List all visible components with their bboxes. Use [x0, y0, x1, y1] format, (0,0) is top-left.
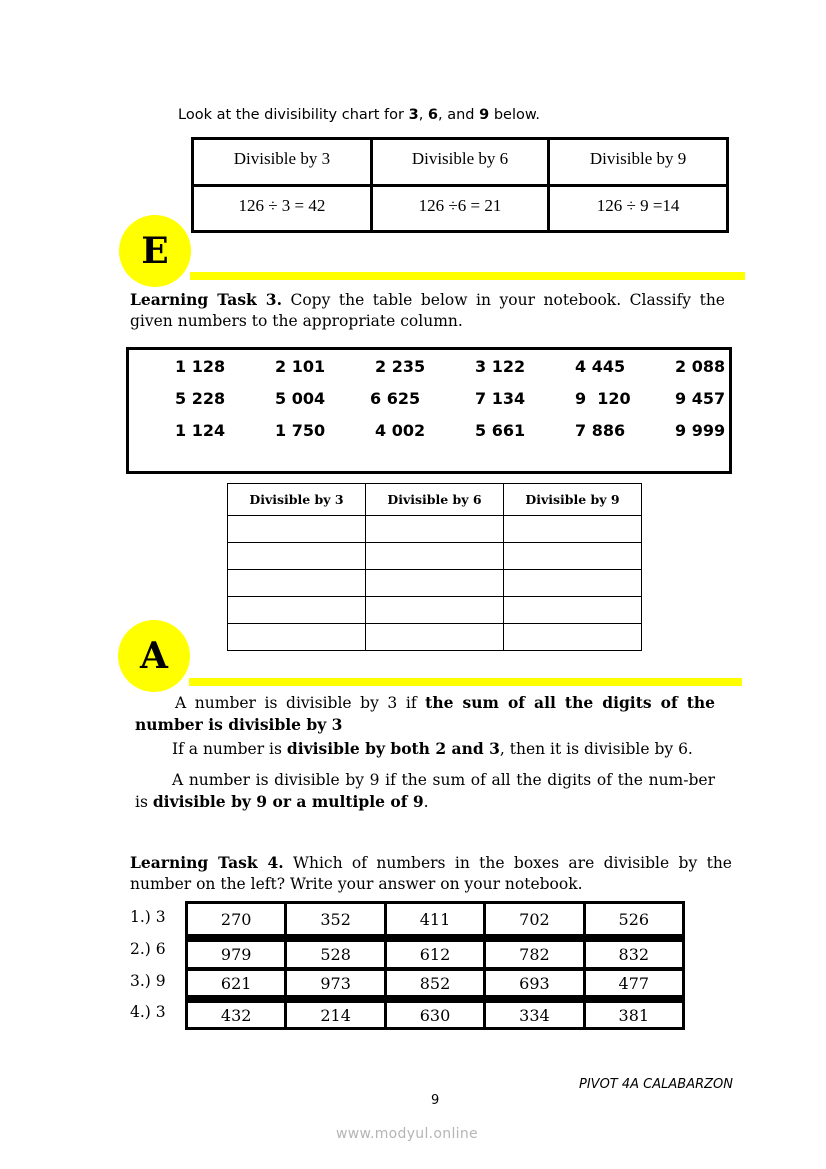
task4-cell: 630 — [387, 1003, 483, 1027]
classification-row — [228, 543, 642, 570]
intro-prefix: Look at the divisibility chart for — [178, 107, 409, 123]
intro-number-9: 9 — [479, 107, 490, 123]
intro-sep: , — [418, 107, 428, 123]
empty-cell — [504, 570, 642, 597]
number-item: 4 445 — [575, 357, 626, 376]
classification-table — [227, 483, 642, 651]
rule2-bold: divisible by both 2 and 3 — [286, 739, 500, 758]
number-item: 2 235 — [375, 357, 426, 376]
task4-text: Which of numbers in the boxes are divisible by the — [283, 854, 732, 872]
empty-cell — [228, 597, 366, 624]
task4-row-label: 2.) 6 — [130, 940, 166, 958]
rule-divisible-by-9 — [135, 769, 715, 813]
task4-cell: 214 — [287, 1003, 383, 1027]
classification-row — [228, 624, 642, 651]
divisibility-rules — [135, 692, 715, 813]
number-item: 2 101 — [275, 357, 326, 376]
task4-row-label: 1.) 3 — [130, 908, 166, 926]
task4-cell: 973 — [287, 971, 383, 995]
watermark-link[interactable]: www.modyul.online — [336, 1126, 478, 1142]
number-item: 3 122 — [475, 357, 526, 376]
numbers-row — [129, 357, 729, 377]
empty-cell — [504, 597, 642, 624]
number-item: 7 886 — [575, 421, 626, 440]
classification-header: Divisible by 6 — [366, 484, 504, 516]
number-item: 6 625 — [370, 389, 421, 408]
divisibility-chart — [191, 137, 729, 233]
rule3-bold: divisible by 9 or a multiple of 9 — [152, 792, 424, 811]
task4-cell: 782 — [486, 942, 582, 967]
task4-cell: 334 — [486, 1003, 582, 1027]
chart-example: 126 ÷6 = 21 — [371, 185, 548, 230]
task4-cell: 702 — [486, 904, 582, 934]
empty-cell — [228, 543, 366, 570]
task4-cell: 352 — [287, 904, 383, 934]
classification-row — [228, 516, 642, 543]
chart-example-row — [194, 185, 726, 230]
rule-divisible-by-6 — [135, 738, 715, 760]
section-badge-e: E — [119, 215, 191, 287]
empty-cell — [366, 597, 504, 624]
empty-cell — [504, 516, 642, 543]
numbers-box — [126, 347, 732, 474]
task4-cell: 477 — [586, 971, 682, 995]
task4-cell: 411 — [387, 904, 483, 934]
footer-brand: PIVOT 4A CALABARZON — [579, 1077, 733, 1092]
task4-cell: 693 — [486, 971, 582, 995]
task4-cell: 832 — [586, 942, 682, 967]
number-item: 5 661 — [475, 421, 526, 440]
intro-number-6: 6 — [427, 107, 439, 123]
empty-cell — [228, 516, 366, 543]
page-number: 9 — [431, 1093, 440, 1108]
task4-row-label: 4.) 3 — [130, 1003, 166, 1021]
intro-sep: , and — [438, 107, 480, 123]
empty-cell — [366, 516, 504, 543]
empty-cell — [504, 543, 642, 570]
task4-cell: 528 — [287, 942, 383, 967]
section-divider-a — [189, 678, 742, 686]
rule-divisible-by-3 — [135, 692, 715, 736]
empty-cell — [228, 624, 366, 651]
task4-cell: 270 — [188, 904, 284, 934]
learning-task-3 — [130, 289, 725, 332]
number-item: 1 750 — [275, 421, 326, 440]
number-item: 9 999 — [675, 421, 726, 440]
task4-cell: 432 — [188, 1003, 284, 1027]
number-item: 7 134 — [475, 389, 526, 408]
number-item: 2 088 — [675, 357, 726, 376]
task4-cell: 381 — [586, 1003, 682, 1027]
intro-number-3: 3 — [408, 107, 419, 123]
task3-line2: given numbers to the appropriate column. — [130, 312, 463, 330]
task4-row — [185, 901, 685, 937]
chart-header: Divisible by 9 — [549, 140, 726, 185]
numbers-row — [129, 421, 729, 441]
empty-cell — [366, 543, 504, 570]
chart-example: 126 ÷ 3 = 42 — [194, 185, 371, 230]
task4-row — [185, 968, 685, 998]
empty-cell — [228, 570, 366, 597]
number-item: 4 002 — [375, 421, 426, 440]
rule1-bold: the sum of all the digits of the number is divisible by 3 — [135, 693, 715, 734]
classification-header: Divisible by 9 — [504, 484, 642, 516]
number-item: 1 128 — [175, 357, 226, 376]
task4-line1 — [130, 852, 732, 874]
task3-text: Copy the table below in your notebook. Classify the — [281, 291, 725, 309]
rule2-text: If a number is — [172, 740, 287, 758]
empty-cell — [366, 570, 504, 597]
number-item: 1 124 — [175, 421, 226, 440]
task4-row — [185, 937, 685, 970]
number-item: 5 228 — [175, 389, 226, 408]
task3-title: Learning Task 3. — [130, 290, 282, 309]
rule3-end: . — [423, 793, 429, 811]
classification-header-row — [228, 484, 642, 516]
classification-header: Divisible by 3 — [228, 484, 366, 516]
empty-cell — [366, 624, 504, 651]
number-item: 5 004 — [275, 389, 326, 408]
rule1-text: A number is divisible by 3 if — [175, 694, 426, 712]
chart-header-row — [194, 140, 726, 185]
task4-row-label: 3.) 9 — [130, 972, 166, 990]
rule2-text-end: , then it is divisible by 6. — [499, 740, 693, 758]
rule3-text: A number is divisible by 9 if the sum of all the digits of the num-ber is — [135, 771, 715, 811]
task4-cell: 612 — [387, 942, 483, 967]
empty-cell — [504, 624, 642, 651]
learning-task-4 — [130, 852, 732, 895]
number-item: 9 120 — [575, 389, 631, 408]
task4-cell: 526 — [586, 904, 682, 934]
task4-row — [185, 998, 685, 1030]
task3-line1 — [130, 289, 725, 311]
intro-text — [178, 107, 540, 123]
task4-cell: 621 — [188, 971, 284, 995]
numbers-row — [129, 389, 729, 409]
chart-example: 126 ÷ 9 =14 — [549, 185, 726, 230]
chart-header: Divisible by 6 — [371, 140, 548, 185]
number-item: 9 457 — [675, 389, 726, 408]
task4-line2: number on the left? Write your answer on your notebook. — [130, 875, 583, 893]
intro-suffix: below. — [489, 107, 540, 123]
task4-title: Learning Task 4. — [130, 853, 284, 872]
section-badge-a: A — [118, 620, 190, 692]
classification-row — [228, 597, 642, 624]
task4-cell: 979 — [188, 942, 284, 967]
task4-cell: 852 — [387, 971, 483, 995]
classification-row — [228, 570, 642, 597]
section-divider-e — [190, 272, 745, 280]
chart-header: Divisible by 3 — [194, 140, 371, 185]
